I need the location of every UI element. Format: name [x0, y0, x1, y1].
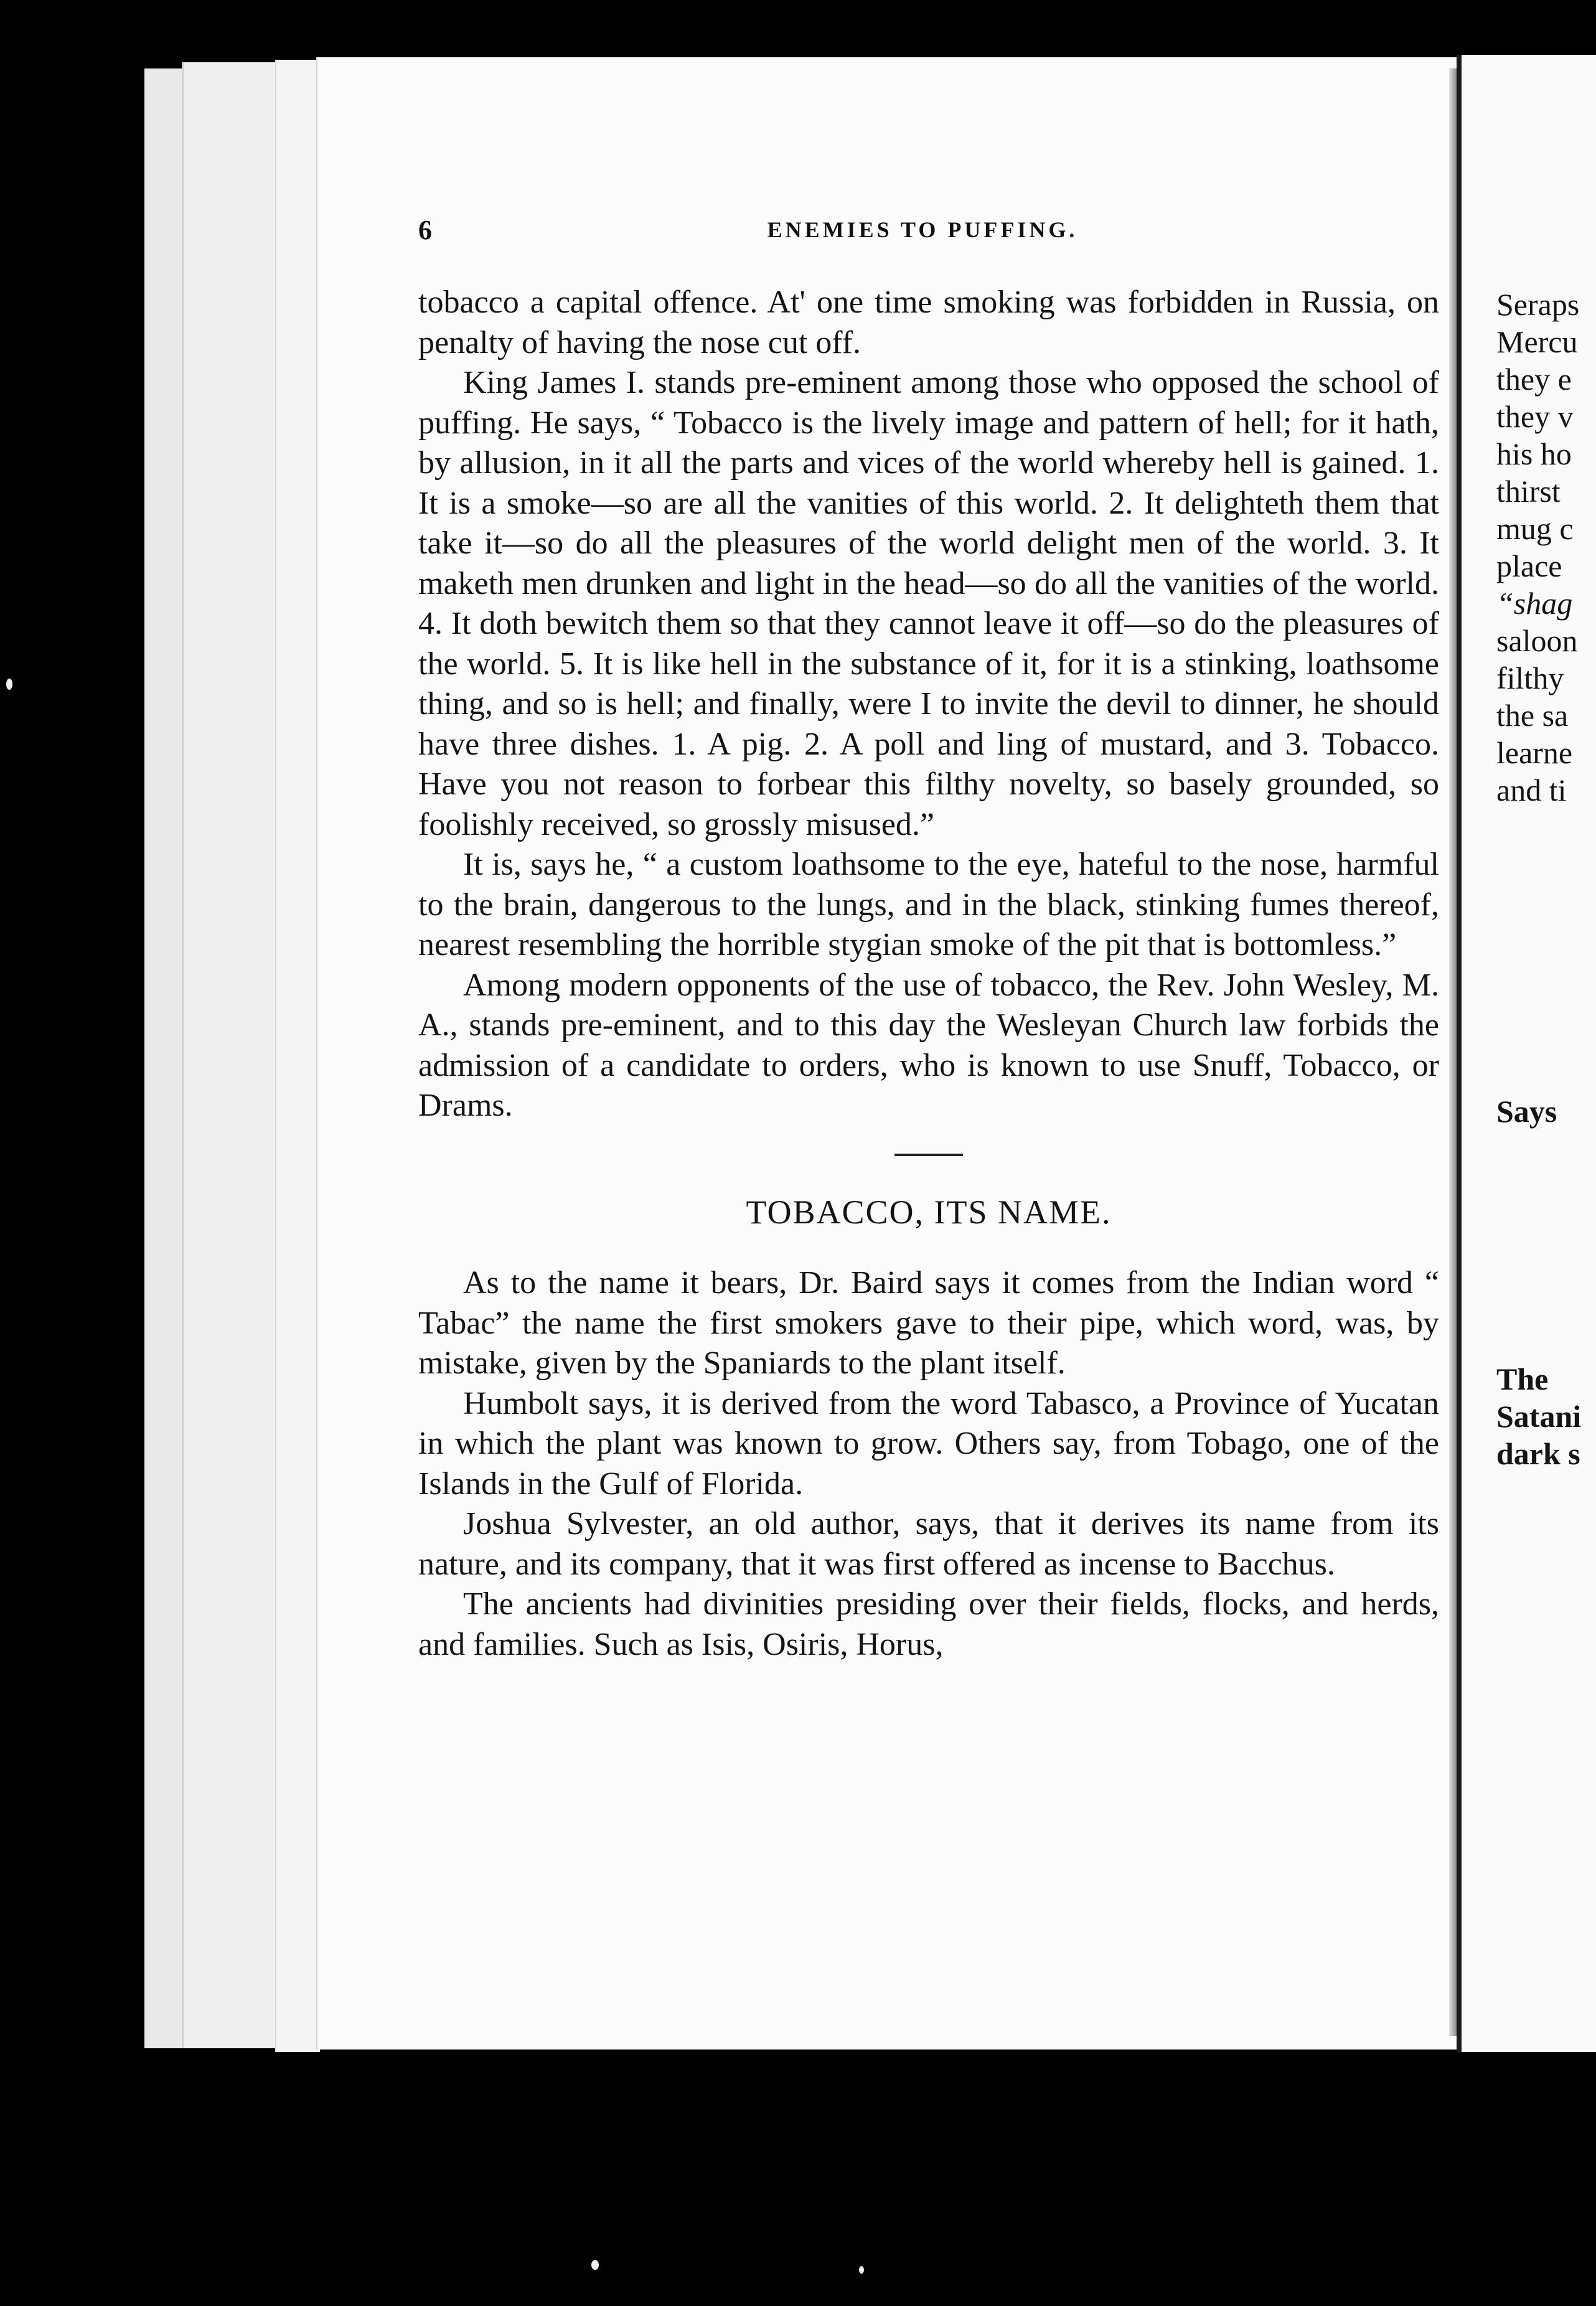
scan-speck: [859, 2266, 864, 2274]
adjacent-line: Seraps: [1496, 287, 1580, 322]
paragraph: Joshua Sylvester, an old author, says, that it derives its name from its nature, and its company, that it was first offered as incense to Bacchus.: [418, 1506, 1439, 1582]
paragraph: King James I. stands pre-eminent among those who opposed the school of puffing. He says, “ Tobacco is the lively image and pattern of hell; for it hath, by allusion, in it all the parts and vices of the world whereby hell is gained. 1. It is a smoke—so are all the vanities of this world. 2. It delighteth them that take it—so do all the pleasures of the world delight men of the world. 3. It maketh men drunken and light in the head—so do all the vanities of the world. 4. It doth bewitch them so that they cannot leave it off—so do the pleasures of the world. 5. It is like hell in the substance of it, for it is a stinking, loathsome thing, and so is hell; and finally, were I to invite the devil to dinner, he should have three dishes. 1. A pig. 2. A poll and ling of mustard, and 3. Tobacco. Have you not reason to forbear this filthy novelty, so basely grounded, so foolishly received, so grossly misused.”: [418, 365, 1439, 842]
paragraph: Among modern opponents of the use of tobacco, the Rev. John Wesley, M. A., stands pre-eminent, and to this day the Wesleyan Church law forbids the admission of a candidate to orders, who is known to use Snuff, Tobacco, or Drams.: [418, 967, 1439, 1123]
page-edge: [144, 68, 182, 2048]
paragraph: It is, says he, “ a custom loathsome to the eye, hateful to the nose, harmful to the brain, dangerous to the lungs, and in the black, stinking fumes thereof, nearest resembling the horrible stygian smoke of the pit that is bottomless.”: [418, 847, 1439, 962]
adjacent-line: Satani: [1496, 1399, 1582, 1434]
adjacent-line: learne: [1496, 735, 1573, 770]
scan-speck: [591, 2260, 599, 2270]
adjacent-line: “shag: [1496, 586, 1573, 621]
page-edge: [182, 62, 277, 2048]
adjacent-line: thirst: [1496, 474, 1561, 509]
adjacent-line: mug c: [1496, 511, 1574, 546]
running-head-title: ENEMIES TO PUFFING.: [767, 217, 1078, 242]
book-page: [316, 57, 1458, 2050]
adjacent-page: [1457, 55, 1596, 2052]
adjacent-line: his ho: [1496, 436, 1572, 471]
paragraph: The ancients had divinities presiding over their fields, flocks, and herds, and families. Such as Isis, Osiris, Horus,: [418, 1586, 1439, 1662]
page-edge: [275, 60, 320, 2052]
adjacent-line: they v: [1496, 399, 1574, 434]
scan-speck: [6, 679, 12, 690]
section-divider: [894, 1154, 963, 1156]
adjacent-line: filthy: [1496, 661, 1564, 695]
adjacent-line: The: [1496, 1362, 1549, 1396]
paragraph: Humbolt says, it is derived from the word Tabasco, a Province of Yucatan in which the plant was known to grow. Others say, from Tobago, one of the Islands in the Gulf of Florida.: [418, 1385, 1439, 1502]
paragraph: As to the name it bears, Dr. Baird says it comes from the Indian word “ Tabac” the name the first smokers gave to their pipe, which word, was, by mistake, given by the Spaniards to the plant itself.: [418, 1265, 1439, 1381]
running-head: [418, 214, 1427, 252]
body-text: [418, 283, 1439, 1665]
adjacent-line: place: [1496, 548, 1562, 583]
adjacent-line: Says: [1496, 1094, 1557, 1129]
adjacent-line: and ti: [1496, 773, 1567, 807]
paragraph: tobacco a capital offence. At' one time smoking was forbidden in Russia, on penalty of having the nose cut off.: [418, 285, 1439, 360]
adjacent-line: saloon: [1496, 623, 1578, 658]
adjacent-line: they e: [1496, 362, 1572, 397]
page-gutter: [1449, 68, 1457, 2036]
page-number: 6: [418, 215, 432, 245]
adjacent-line: Mercu: [1496, 324, 1578, 359]
adjacent-line: dark s: [1496, 1436, 1580, 1471]
section-heading: TOBACCO, ITS NAME.: [746, 1193, 1112, 1231]
adjacent-line: the sa: [1496, 698, 1569, 733]
